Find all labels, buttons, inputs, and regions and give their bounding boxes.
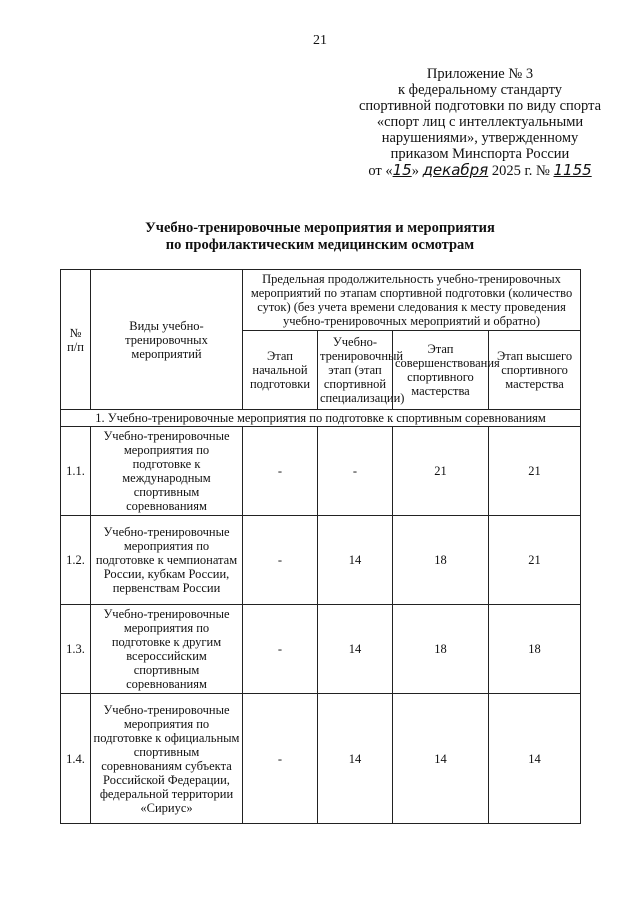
appendix-date-line (330, 162, 630, 179)
date-year: 2025 г. № (488, 163, 554, 179)
header-kind: Виды учебно-тренировочных мероприятий (91, 270, 243, 410)
row-value: 14 (318, 516, 393, 605)
row-name: Учебно-тренировочные мероприятия по подготовке к международным спортивным соревнованиям (91, 427, 243, 516)
row-num: 1.1. (61, 427, 91, 516)
table-row (61, 516, 581, 605)
header-num: № п/п (61, 270, 91, 410)
row-value: - (318, 427, 393, 516)
row-name: Учебно-тренировочные мероприятия по подготовке к другим всероссийским спортивным соревнованиям (91, 605, 243, 694)
row-value: 21 (393, 427, 489, 516)
row-num: 1.3. (61, 605, 91, 694)
row-value: 14 (318, 605, 393, 694)
appendix-block (330, 66, 630, 179)
section-title: 1. Учебно-тренировочные мероприятия по подготовке к спортивным соревнованиям (61, 410, 581, 427)
date-day-handwritten: 15 (392, 161, 412, 179)
date-month-handwritten: декабря (422, 161, 489, 179)
title-line: по профилактическим медицинским осмотрам (165, 237, 475, 253)
row-value: 21 (489, 427, 581, 516)
appendix-line: «спорт лиц с интеллектуальными (376, 114, 584, 130)
header-stage: Этап высшего спортивного мастерства (489, 331, 581, 410)
row-value: 14 (489, 694, 581, 824)
row-value: - (243, 516, 318, 605)
row-value: - (243, 605, 318, 694)
row-num: 1.2. (61, 516, 91, 605)
events-table (60, 269, 581, 824)
row-value: - (243, 694, 318, 824)
page-number: 21 (313, 33, 327, 48)
date-prefix: от « (368, 163, 393, 179)
table-row (61, 427, 581, 516)
order-number-handwritten: 1155 (553, 161, 592, 179)
header-stage: Этап совершенствования спортивного мастерства (393, 331, 489, 410)
appendix-line: к федеральному стандарту (398, 82, 562, 98)
table-row (61, 605, 581, 694)
row-num: 1.4. (61, 694, 91, 824)
date-mid: » (411, 163, 423, 179)
header-row (61, 270, 581, 331)
row-value: 21 (489, 516, 581, 605)
appendix-line: приказом Минспорта России (390, 146, 570, 162)
section-row (61, 410, 581, 427)
row-name: Учебно-тренировочные мероприятия по подготовке к официальным спортивным соревнованиям субъекта Российской Федерации, федеральной территории «Сириус» (91, 694, 243, 824)
header-group: Предельная продолжительность учебно-тренировочных мероприятий по этапам спортивной подготовки (количество суток) (без учета времени следования к месту проведения учебно-тренировочных мероприятий и обратно) (243, 270, 581, 331)
title-line: Учебно-тренировочные мероприятия и мероприятия (145, 220, 495, 236)
appendix-line: Приложение № 3 (426, 66, 534, 82)
row-value: 14 (393, 694, 489, 824)
header-stage: Этап начальной подготовки (243, 331, 318, 410)
document-title (0, 220, 640, 254)
row-value: 18 (489, 605, 581, 694)
row-value: 14 (318, 694, 393, 824)
table-row (61, 694, 581, 824)
header-stage: Учебно-тренировочный этап (этап спортивной специализации) (318, 331, 393, 410)
appendix-line: нарушениями», утвержденному (381, 130, 579, 146)
row-name: Учебно-тренировочные мероприятия по подготовке к чемпионатам России, кубкам России, первенствам России (91, 516, 243, 605)
row-value: 18 (393, 516, 489, 605)
appendix-line: спортивной подготовки по виду спорта (358, 98, 602, 114)
row-value: - (243, 427, 318, 516)
row-value: 18 (393, 605, 489, 694)
